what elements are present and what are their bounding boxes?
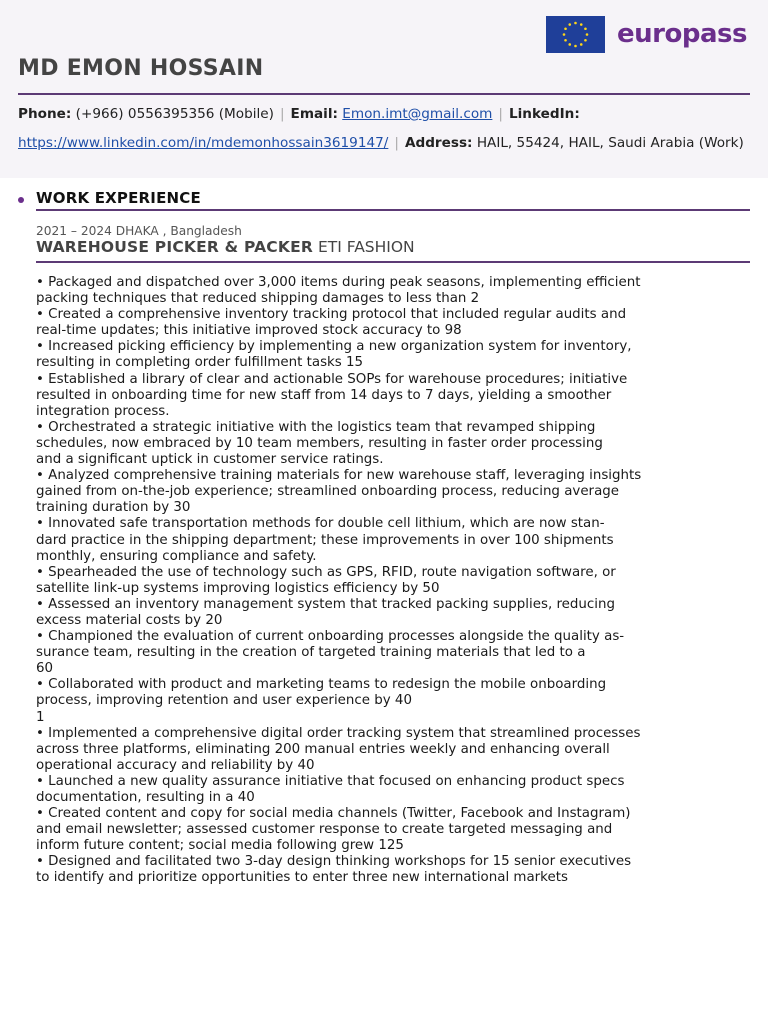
description-line: 1 xyxy=(36,709,45,725)
phone-value: (+966) 0556395356 (Mobile) xyxy=(75,106,274,122)
job-description xyxy=(36,275,642,887)
description-line: surance team, resulting in the creation of targeted training materials that led to a xyxy=(36,645,586,661)
description-line: training duration by 30 xyxy=(36,500,191,516)
eu-star-icon xyxy=(564,27,567,30)
eu-star-icon xyxy=(580,23,583,26)
description-line: • Spearheaded the use of technology such as GPS, RFID, route navigation software, or xyxy=(36,564,616,580)
description-line: • Innovated safe transportation methods for double cell lithium, which are now stan- xyxy=(36,516,605,532)
job-meta: 2021 – 2024 DHAKA , Bangladesh xyxy=(36,224,242,238)
email-label: Email: xyxy=(290,106,338,122)
phone-label: Phone: xyxy=(18,106,72,122)
description-line: satellite link-up systems improving logistics efficiency by 50 xyxy=(36,580,440,596)
address-label: Address: xyxy=(404,135,473,151)
separator: | xyxy=(279,106,285,122)
linkedin-label: LinkedIn: xyxy=(508,106,580,122)
description-line: • Launched a new quality assurance initiative that focused on enhancing product specs xyxy=(36,773,625,789)
eu-star-icon xyxy=(568,23,571,26)
description-line: • Implemented a comprehensive digital order tracking system that streamlined processes xyxy=(36,725,641,741)
job-divider xyxy=(36,261,750,263)
person-name: MD EMON HOSSAIN xyxy=(18,56,264,81)
europass-logo xyxy=(546,16,747,53)
eu-flag-icon xyxy=(546,16,605,53)
eu-stars-icon xyxy=(546,16,605,53)
description-line: process, improving retention and user experience by 40 xyxy=(36,693,412,709)
contact-line-2 xyxy=(18,135,744,151)
description-line: • Established a library of clear and actionable SOPs for warehouse procedures; initiative xyxy=(36,371,628,387)
description-line: schedules, now embraced by 10 team members, resulting in faster order processing xyxy=(36,435,603,451)
email-link[interactable]: Emon.imt@gmail.com xyxy=(342,106,493,122)
address-value: HAIL, 55424, HAIL, Saudi Arabia (Work) xyxy=(476,135,744,151)
description-line: • Designed and facilitated two 3-day design thinking workshops for 15 senior executives xyxy=(36,854,632,870)
description-line: excess material costs by 20 xyxy=(36,612,223,628)
description-line: and a significant uptick in customer service ratings. xyxy=(36,452,384,468)
eu-star-icon xyxy=(564,39,567,42)
description-line: resulted in onboarding time for new staff from 14 days to 7 days, yielding a smoother xyxy=(36,387,612,403)
contact-line-1 xyxy=(18,106,580,122)
description-line: • Assessed an inventory management system that tracked packing supplies, reducing xyxy=(36,596,615,612)
description-line: • Created a comprehensive inventory tracking protocol that included regular audits and xyxy=(36,307,627,323)
description-line: • Packaged and dispatched over 3,000 items during peak seasons, implementing efficient xyxy=(36,275,641,290)
description-line: gained from on-the-job experience; streamlined onboarding process, reducing average xyxy=(36,484,620,500)
description-line: resulting in completing order fulfillment tasks 15 xyxy=(36,355,364,371)
job-title xyxy=(36,238,415,256)
description-line: documentation, resulting in a 40 xyxy=(36,790,255,805)
description-line: dard practice in the shipping department; these improvements in over 100 shipments xyxy=(36,532,614,548)
eu-star-icon xyxy=(568,43,571,46)
section-title: WORK EXPERIENCE xyxy=(36,189,201,207)
eu-star-icon xyxy=(563,33,566,36)
eu-star-icon xyxy=(586,33,589,36)
description-line: monthly, ensuring compliance and safety. xyxy=(36,548,317,564)
description-line: real-time updates; this initiative improved stock accuracy to 98 xyxy=(36,323,462,339)
description-line: • Orchestrated a strategic initiative with the logistics team that revamped shipping xyxy=(36,419,596,435)
description-line: • Championed the evaluation of current onboarding processes alongside the quality as- xyxy=(36,629,625,645)
description-line: • Increased picking efficiency by implementing a new organization system for inventory, xyxy=(36,339,632,355)
description-line: • Created content and copy for social media channels (Twitter, Facebook and Instagram) xyxy=(36,806,631,822)
description-line: inform future content; social media following grew 125 xyxy=(36,838,404,854)
eu-star-icon xyxy=(584,39,587,42)
description-line: • Collaborated with product and marketing teams to redesign the mobile onboarding xyxy=(36,677,607,693)
eu-star-icon xyxy=(584,27,587,30)
job-role: WAREHOUSE PICKER & PACKER xyxy=(36,238,313,256)
name-divider xyxy=(18,93,750,95)
eu-star-icon xyxy=(574,45,577,48)
description-line: across three platforms, eliminating 200 manual entries weekly and enhancing overall xyxy=(36,741,610,757)
section-bullet-icon xyxy=(18,197,24,203)
separator: | xyxy=(498,106,503,122)
europass-logo-text: europass xyxy=(617,19,747,49)
description-line: 60 xyxy=(36,661,54,677)
eu-star-icon xyxy=(574,22,577,25)
description-line: integration process. xyxy=(36,403,170,419)
description-line: to identify and prioritize opportunities to enter three new international markets xyxy=(36,870,568,886)
section-divider xyxy=(36,209,750,211)
description-line: operational accuracy and reliability by 40 xyxy=(36,757,315,773)
linkedin-link[interactable]: https://www.linkedin.com/in/mdemonhossain3619147/ xyxy=(18,135,389,151)
description-line: packing techniques that reduced shipping damages to less than 2 xyxy=(36,291,480,307)
job-employer: ETI FASHION xyxy=(317,238,415,256)
separator: | xyxy=(394,135,399,151)
description-line: and email newsletter; assessed customer response to create targeted messaging and xyxy=(36,822,613,838)
eu-star-icon xyxy=(580,43,583,46)
description-line: • Analyzed comprehensive training materials for new warehouse staff, leveraging insights xyxy=(36,468,642,484)
